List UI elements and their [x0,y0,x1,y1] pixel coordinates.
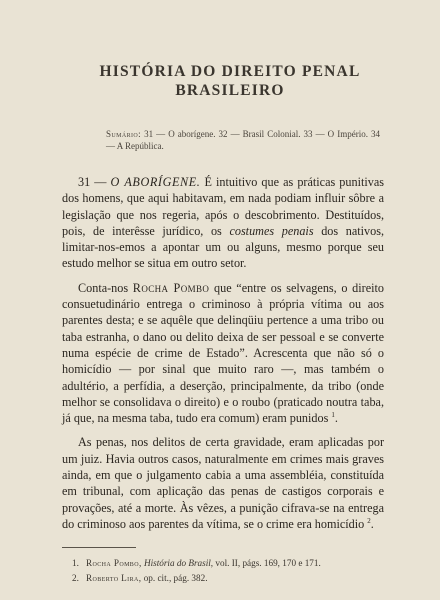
footnote-ref-1[interactable]: 1 [331,411,335,420]
paragraph-1-emphasis: costumes penais [229,223,314,238]
footnote-citation: op. cit., pág. 382. [141,573,208,584]
paragraph-3-text-c: . [370,516,374,531]
footnote-number: 2. [72,573,79,584]
paragraph-2-text-b: que “entre os selvagens, o direito consuetudinário entrega o criminoso à própria vítima ou aos parentes desta; e se aquêle que delinqüiu pertence a uma tribo ou taba estranha, o dano ou delito deixa de ser pessoal e se converte numa espécie de crime de Estado”. Acrescenta que não só o homicídio — por sinal que muito raro —, mas também o adultério, a perfídia, a deserção, principalmente, da tribo (onde melhor se consolidava o direito) e o roubo (praticado noutra taba, já que, na mesma taba, tudo era comum) eram punidos [62,280,384,426]
footnote-work-title: História do Brasil, [143,558,214,569]
paragraph-1-text-b: dos nativos, limitar-nos-emos a apontar um ou alguns, mesmo porque seu estudo melhor se situa em outro setor. [62,223,385,271]
chapter-title-line-2: BRASILEIRO [175,82,285,99]
paragraph-2 [62,280,384,427]
footnote-divider [62,547,136,548]
paragraph-2-author: Rocha Pombo [132,280,210,295]
chapter-summary [106,128,380,152]
paragraph-2-text-c: . [334,411,338,426]
footnote-author: Rocha Pombo, [86,558,142,569]
footnote-1 [62,556,384,571]
footnote-citation: vol. II, págs. 169, 170 e 171. [213,558,321,569]
section-heading: O ABORÍGENE. [110,175,201,189]
footnote-author: Roberto Lira, [86,573,142,584]
paragraph-1-text-a: É intuitivo que as práticas punitivas dos homens, que aqui habitavam, em nada podiam influir sôbre a legislação que nos regeria, após o descobrimento. Destituídos, pois, de interêsse jurídico, os [62,175,384,238]
paragraph-3 [62,434,384,532]
paragraph-3-text-a: As penas, nos delitos de certa gravidade, eram aplicadas por um juiz. Havia outros casos, naturalmente em crimes mais graves ainda, em que o julgamento cabia a uma assembléia, constituída em tribunal, com aplicação das penas de castigos corporais e provações, até a morte. Às vêzes, a punição cifrava-se na entrega do criminoso aos parentes da vítima, se o crime era homicídio [62,435,384,531]
chapter-title-line-1: HISTÓRIA DO DIREITO PENAL [99,63,361,80]
paragraph-1 [62,174,384,272]
section-number: 31 — [78,175,107,189]
summary-text: 31 — O aborígene. 32 — Brasil Colonial. 33 — O Império. 34 — A República. [106,129,380,151]
paragraph-2-text-a: Conta-nos [78,280,133,295]
footnote-ref-2[interactable]: 2 [367,516,371,525]
footnotes [62,556,384,586]
footnote-number: 1. [72,558,79,569]
footnote-2 [62,571,384,586]
summary-lead: Sumário: [106,129,142,139]
chapter-title [76,62,384,100]
